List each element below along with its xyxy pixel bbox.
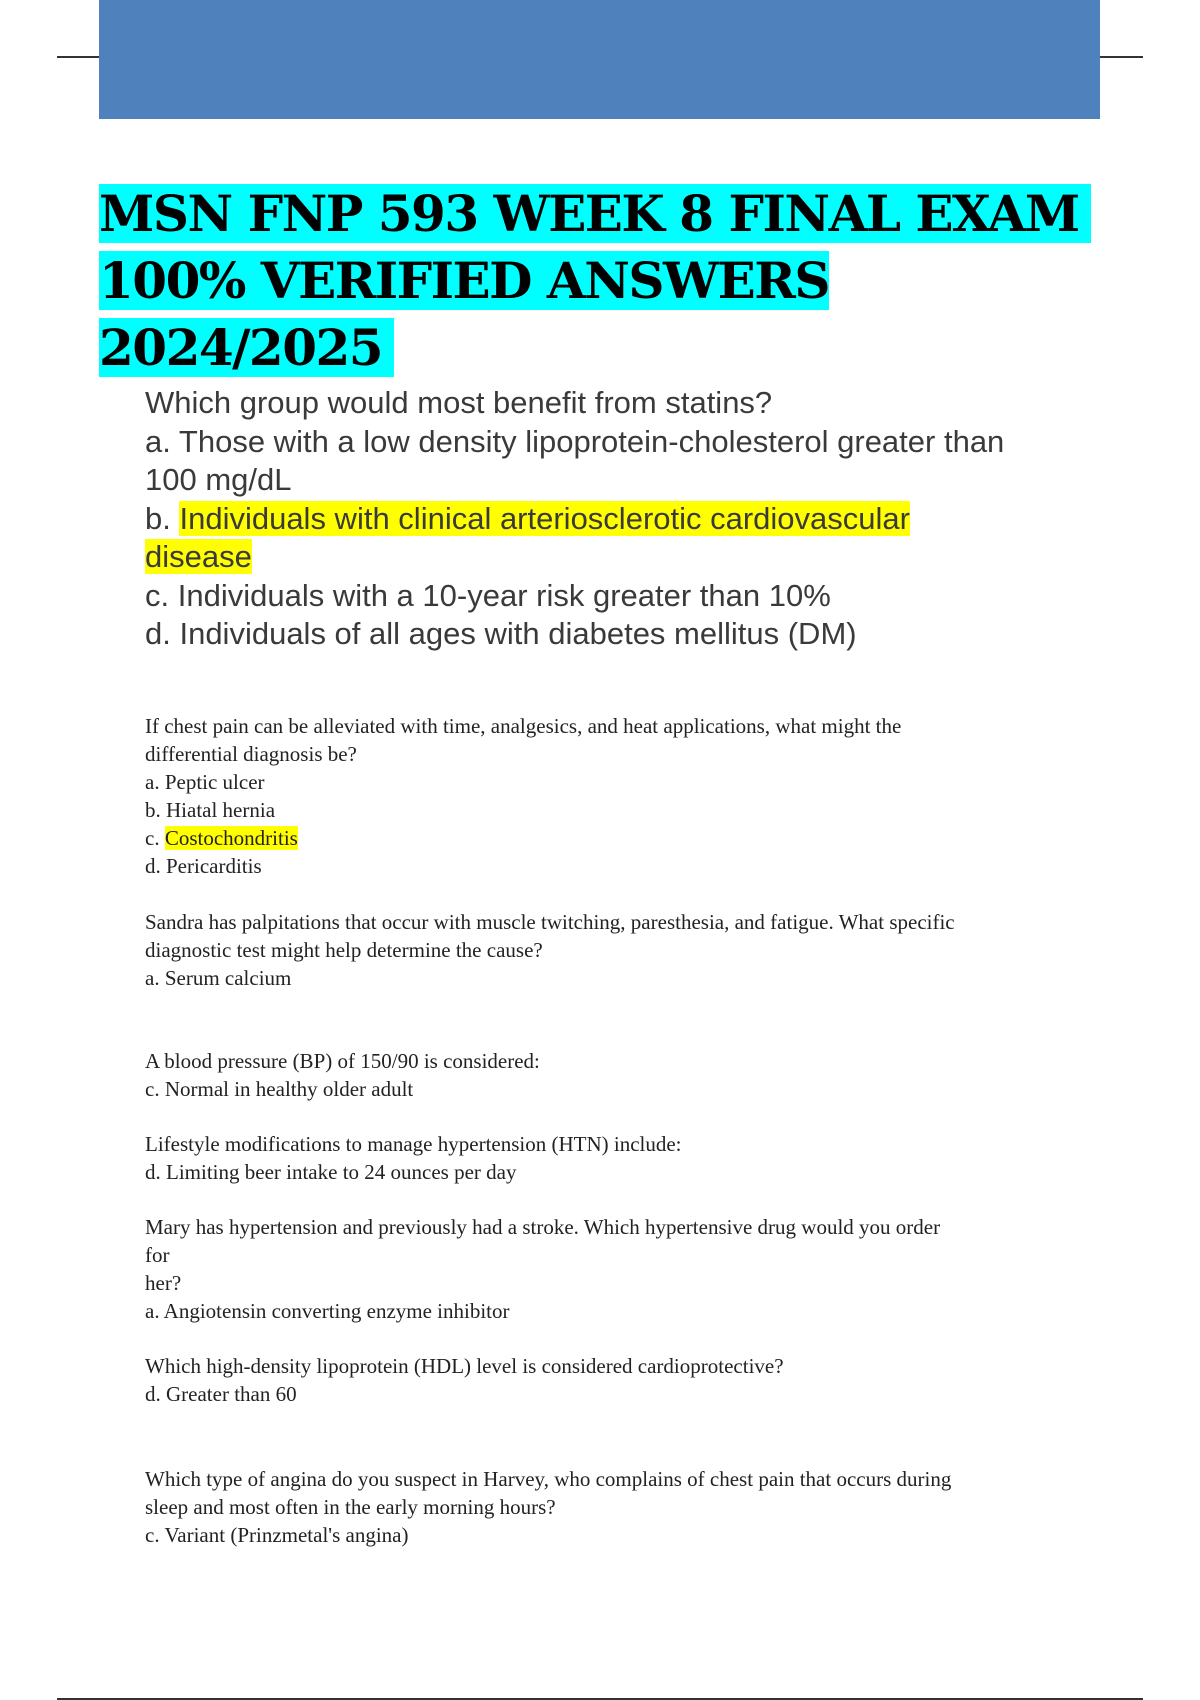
title-line-2: 100% VERIFIED ANSWERS 2024/2025 [99, 251, 829, 377]
option-c [145, 824, 1095, 852]
question-text-line-2: differential diagnosis be? [145, 742, 357, 766]
question-text-line-1: Sandra has palpitations that occur with muscle twitching, paresthesia, and fatigue. What specific [145, 910, 955, 934]
question-text: Which high-density lipoprotein (HDL) level is considered cardioprotective? [145, 1354, 784, 1378]
answer: d. Greater than 60 [145, 1382, 297, 1406]
question-8 [145, 1465, 1095, 1549]
option-b: b. Hiatal hernia [145, 798, 276, 822]
highlighted-answer: Individuals with clinical arteriosclerotic cardiovascular [179, 500, 910, 536]
option-a-line-1: a. Those with a low density lipoprotein-cholesterol greater than [145, 423, 1005, 459]
question-text-line-2: sleep and most often in the early morning hours? [145, 1495, 556, 1519]
question-text: Lifestyle modifications to manage hypertension (HTN) include: [145, 1132, 682, 1156]
header-rule-left [57, 56, 99, 58]
question-text-line-3: her? [145, 1271, 182, 1295]
answer: a. Angiotensin converting enzyme inhibitor [145, 1299, 510, 1323]
question-6 [145, 1213, 1095, 1325]
question-7 [145, 1352, 1095, 1408]
question-text-line-2: for [145, 1243, 170, 1267]
question-text: Which group would most benefit from statins? [145, 385, 773, 420]
question-text: A blood pressure (BP) of 150/90 is considered: [145, 1049, 540, 1073]
answer: c. Variant (Prinzmetal's angina) [145, 1523, 409, 1547]
option-a: a. Peptic ulcer [145, 770, 265, 794]
document-title [99, 180, 1119, 381]
answer: c. Normal in healthy older adult [145, 1077, 414, 1101]
question-text-line-1: If chest pain can be alleviated with time, analgesics, and heat applications, what might the [145, 714, 902, 738]
question-4 [145, 1047, 1095, 1103]
highlighted-answer-continued: disease [145, 539, 252, 574]
question-1 [145, 384, 1085, 654]
answer: a. Serum calcium [145, 966, 292, 990]
option-d: d. Individuals of all ages with diabetes mellitus (DM) [145, 616, 857, 651]
option-c: c. Individuals with a 10-year risk greater than 10% [145, 577, 831, 613]
question-5 [145, 1130, 1095, 1186]
header-rule-right [1100, 56, 1143, 58]
highlighted-answer: Costochondritis [164, 826, 298, 850]
answer: d. Limiting beer intake to 24 ounces per day [145, 1160, 517, 1184]
question-3 [145, 908, 1095, 992]
option-c-prefix: c. [145, 826, 165, 850]
option-d: d. Pericarditis [145, 854, 262, 878]
question-2 [145, 712, 1095, 880]
question-text-line-1: Mary has hypertension and previously had a stroke. Which hypertensive drug would you order [145, 1215, 941, 1239]
title-line-1: MSN FNP 593 WEEK 8 FINAL EXAM [99, 184, 1091, 243]
question-text-line-1: Which type of angina do you suspect in Harvey, who complains of chest pain that occurs during [145, 1467, 952, 1491]
option-b-line-1 [145, 500, 1085, 539]
question-text-line-2: diagnostic test might help determine the cause? [145, 938, 543, 962]
option-a-line-2: 100 mg/dL [145, 462, 292, 497]
header-band [99, 0, 1100, 119]
option-b-line-2 [145, 538, 1085, 577]
option-b-prefix: b. [145, 500, 180, 536]
